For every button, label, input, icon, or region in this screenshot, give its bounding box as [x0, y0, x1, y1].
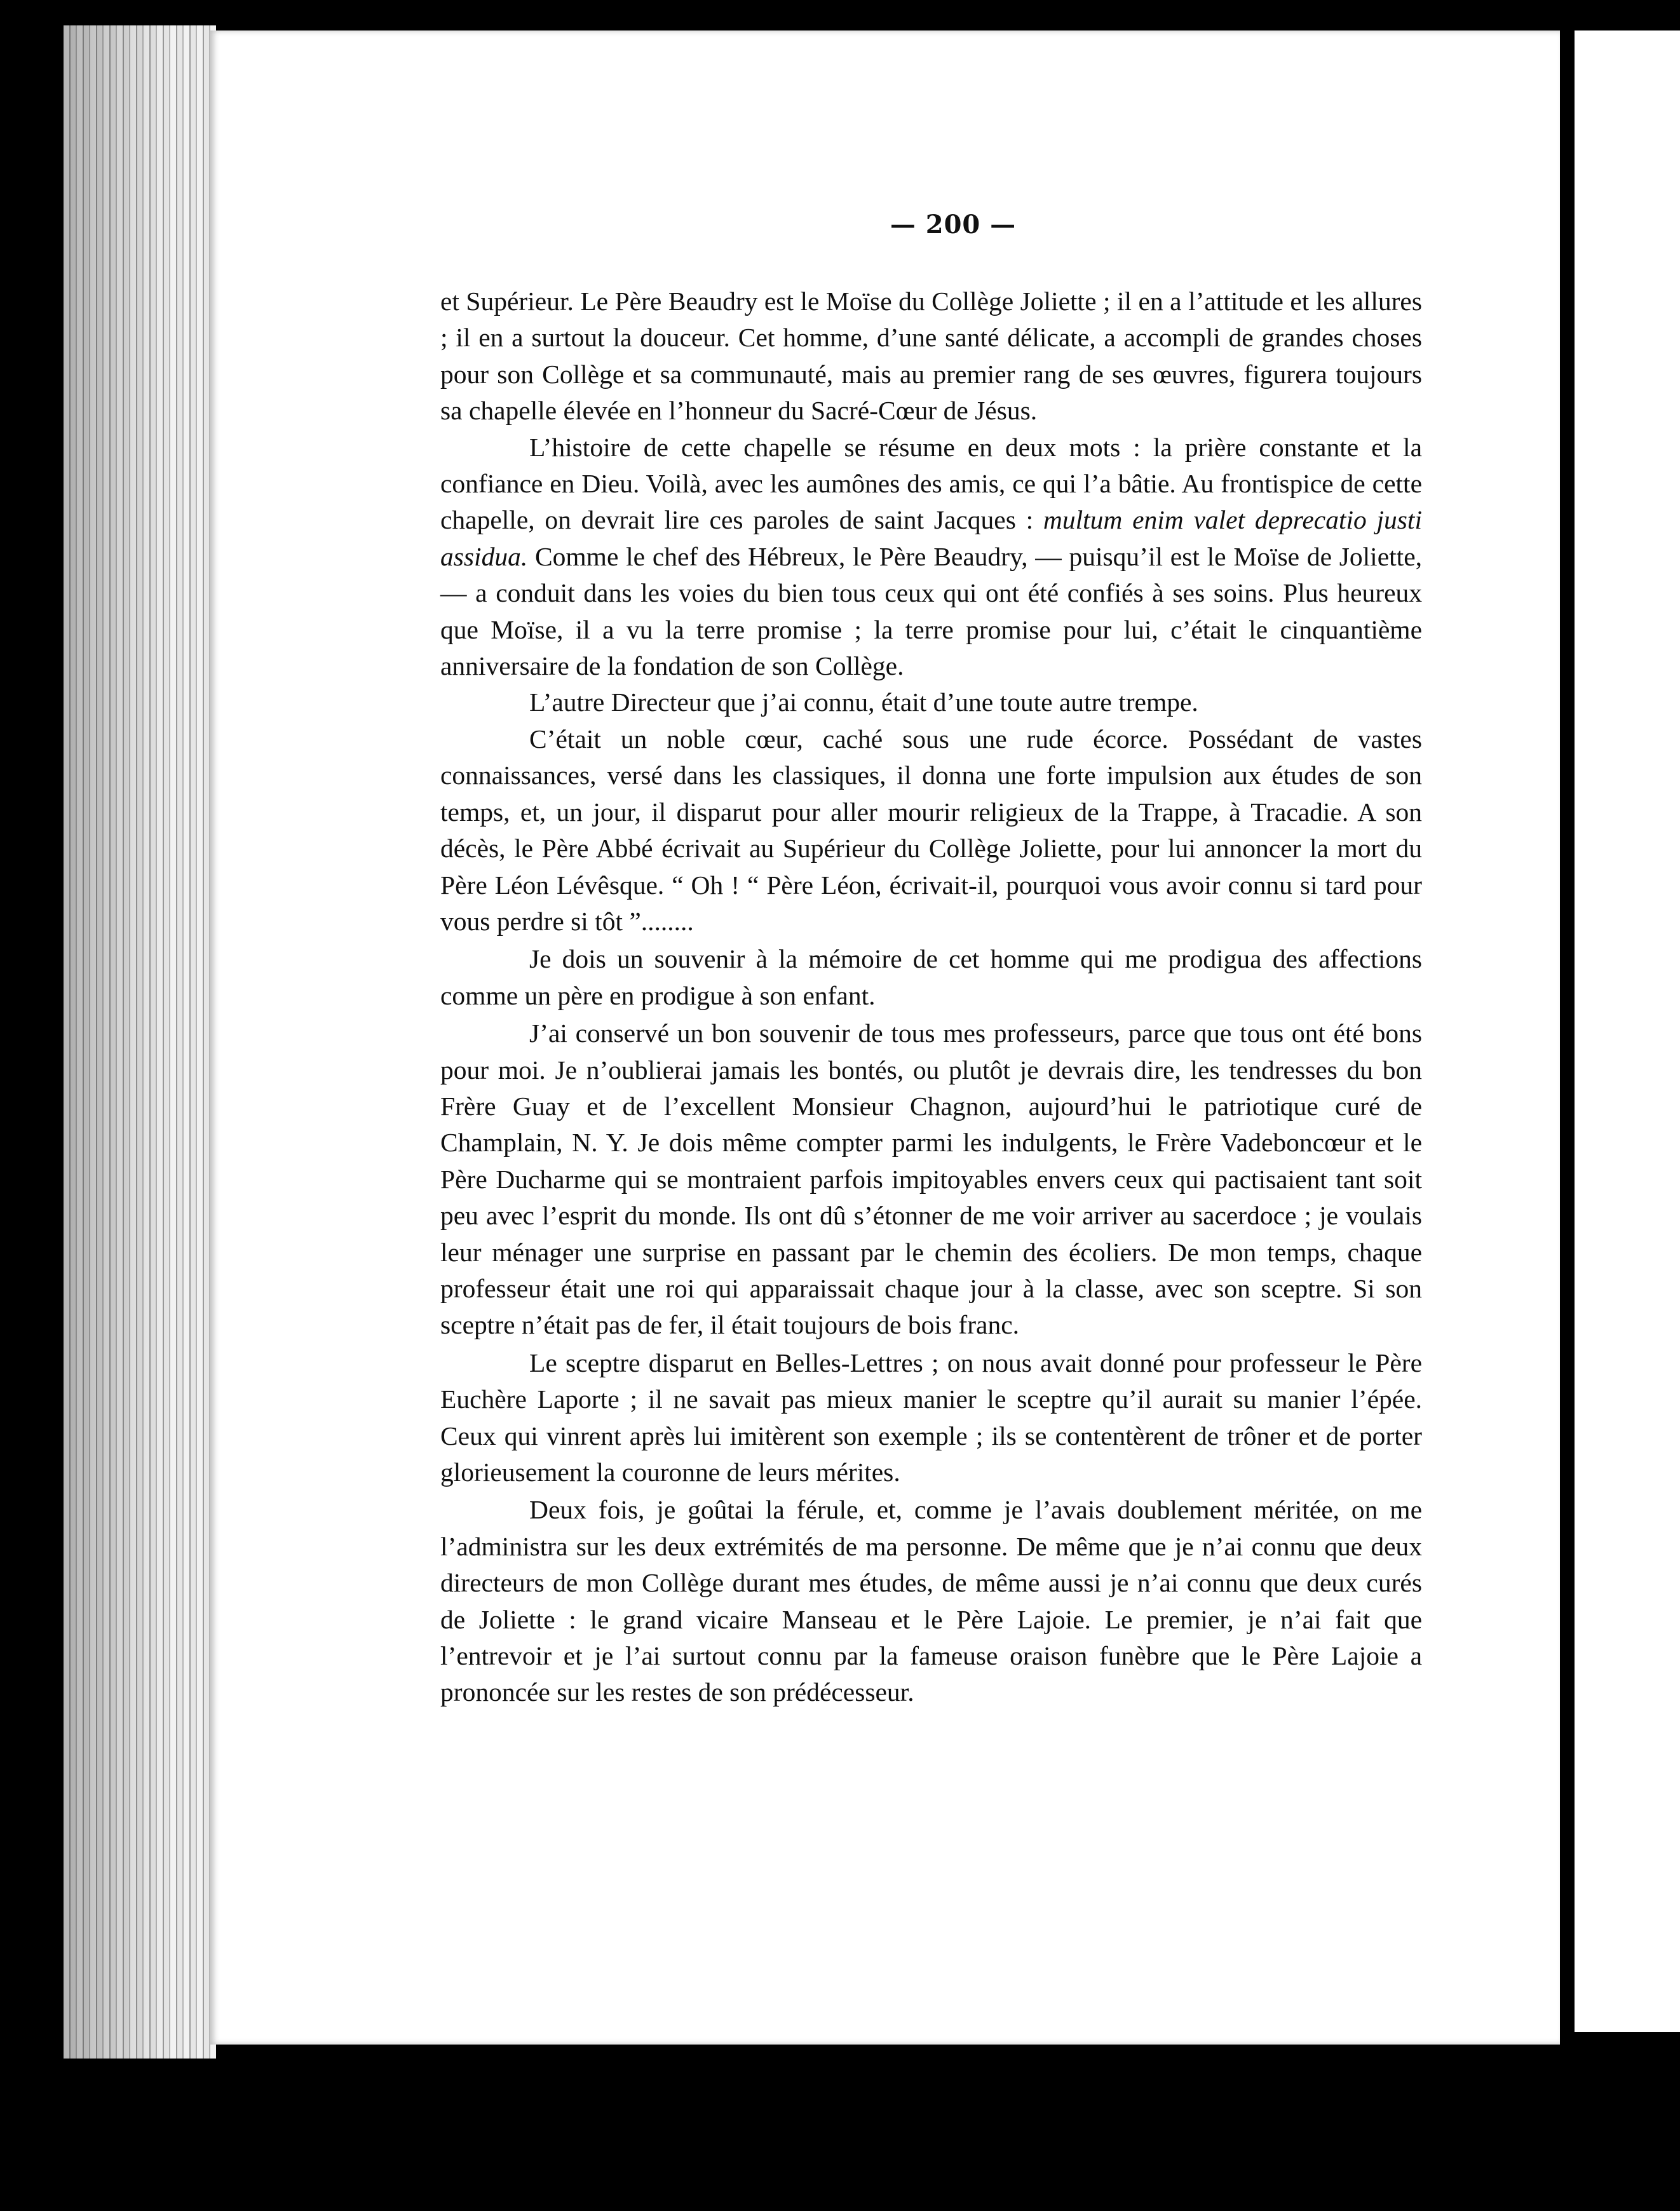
paragraph-4: C’était un noble cœur, caché sous une rude écorce. Possédant de vastes connaissances, versé dans les classiques, il donna une forte impulsion aux études de son temps, et, un jour, il disparut pour aller mourir religieux de la Trappe, à Tracadie. A son décès, le Père Abbé écrivait au Supérieur du Collège Joliette, pour lui annoncer la mort du Père Léon Lévêsque. “ Oh ! “ Père Léon, écrivait-il, pourquoi vous avoir connu si tard pour vous perdre si tôt ”........ [440, 724, 1422, 936]
latin-quote: multum enim valet deprecatio justi assidua. [440, 505, 1422, 571]
paragraph-6: J’ai conservé un bon souvenir de tous mes professeurs, parce que tous ont été bons pour moi. Je n’oublierai jamais les bontés, ou plutôt je devrais dire, les tendresses du bon Frère Guay et de l’excellent Monsieur Chagnon, aujourd’hui le patriotique curé de Champlain, N. Y. Je dois même compter parmi les indulgents, le Frère Vadeboncœur et le Père Ducharme qui se montraient parfois impitoyables envers ceux qui pactisaient tant soit peu avec l’esprit du monde. Ils ont dû s’étonner de me voir arriver au sacerdoce ; je voulais leur ménager une surprise en passant par le chemin des écoliers. De mon temps, chaque professeur était une roi qui apparaissait chaque jour à la classe, avec son sceptre. Si son sceptre n’était pas de fer, il était toujours de bois franc. [440, 1018, 1422, 1340]
paragraph-2-end: Comme le chef des Hébreux, le Père Beaudry, — puisqu’il est le Moïse de Joliette, — a conduit dans les voies du bien tous ceux qui ont été confiés à ses soins. Plus heureux que Moïse, il a vu la terre promise ; la terre promise pour lui, c’était le cinquantième anniversaire de la fondation de son Collège. [440, 541, 1422, 681]
next-page-edge [1575, 30, 1680, 2032]
book-gutter-shadow [64, 25, 216, 2059]
body-text [440, 283, 1422, 1711]
paragraph-5: Je dois un souvenir à la mémoire de cet homme qui me prodigua des affections comme un père en prodigue à son enfant. [440, 944, 1422, 1010]
paragraph-7: Le sceptre disparut en Belles-Lettres ; on nous avait donné pour professeur le Père Euchère Laporte ; il ne savait pas mieux manier le sceptre qu’il aurait su manier l’épée. Ceux qui vinrent après lui imitèrent son exemple ; ils se contentèrent de trôner et de porter glorieusement la couronne de leurs mérites. [440, 1348, 1422, 1487]
paragraph-2 [440, 429, 1422, 685]
paragraph-1: et Supérieur. Le Père Beaudry est le Moïse du Collège Joliette ; il en a l’attitude et les allures ; il en a surtout la douceur. Cet homme, d’une santé délicate, a accompli de grandes choses pour son Collège et sa communauté, mais au premier rang de ses œuvres, figurera toujours sa chapelle élevée en l’honneur du Sacré-Cœur de Jésus. [440, 287, 1422, 426]
paragraph-8: Deux fois, je goûtai la férule, et, comme je l’avais doublement méritée, on me l’administra sur les deux extrémités de ma personne. De même que je n’ai connu que deux directeurs de mon Collège durant mes études, de même aussi je n’ai connu que deux curés de Joliette : le grand vicaire Manseau et le Père Lajoie. Le premier, je n’ai fait que l’entrevoir et je l’ai surtout connu par la fameuse oraison funèbre que le Père Lajoie a prononcée sur les restes de son prédécesseur. [440, 1495, 1422, 1707]
paragraph-3: L’autre Directeur que j’ai connu, était d’une toute autre trempe. [529, 687, 1198, 717]
page-number: — 200 — [890, 210, 1017, 240]
paragraph-2-start: L’histoire de cette chapelle se résume en deux mots : la prière constante et la confiance en Dieu. Voilà, avec les aumônes des amis, ce qui l’a bâtie. Au frontispice de cette chapelle, on devrait lire ces paroles de saint Jacques : [440, 432, 1422, 535]
